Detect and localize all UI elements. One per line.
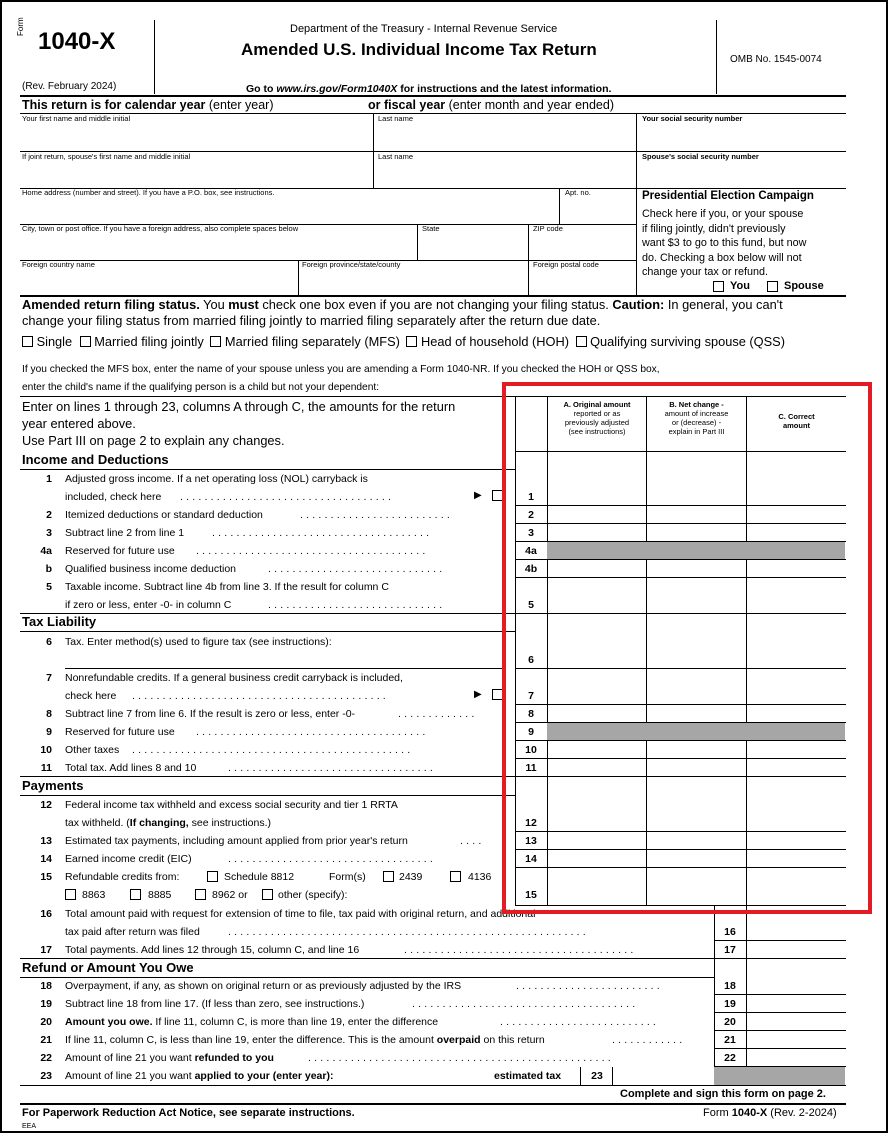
fiscal-year-label: or fiscal year <box>368 98 446 112</box>
schedule-8812-label: Schedule 8812 <box>224 871 295 883</box>
line-6-text: Tax. Enter method(s) used to figure tax (see instructions): <box>65 636 332 648</box>
column-a-sub-1: reported or as <box>573 409 621 418</box>
hoh-checkbox[interactable] <box>406 336 417 347</box>
line-22-pre: Amount of line 21 you want <box>65 1052 195 1064</box>
line-21-post: on this return <box>480 1034 545 1046</box>
line-23-number: 23 <box>40 1070 52 1082</box>
eea-mark: EEA <box>22 1123 37 1130</box>
column-b-sub-2: or (decrease) - <box>671 418 722 427</box>
mfj-checkbox[interactable] <box>80 336 91 347</box>
line-4a-box: 4a <box>525 545 537 557</box>
footer-form-id <box>703 1107 837 1119</box>
line-2-box: 2 <box>528 509 534 521</box>
line-22-box: 22 <box>724 1052 736 1064</box>
campaign-you-label: You <box>730 280 750 292</box>
estimated-tax-label: estimated tax <box>494 1070 562 1082</box>
line-3-number: 3 <box>46 527 52 539</box>
line-23-shaded <box>714 1067 845 1085</box>
line-21-box: 21 <box>724 1034 736 1046</box>
filing-status-options <box>22 334 785 349</box>
line-8-number: 8 <box>46 708 52 720</box>
line-13-number: 13 <box>40 835 52 847</box>
agency-name: Department of the Treasury - Internal Revenue Service <box>290 23 558 35</box>
form-8863-label: 8863 <box>82 889 106 901</box>
line-2-text: Itemized deductions or standard deduction <box>65 509 263 521</box>
line-12-pre: tax withheld. ( <box>65 817 130 829</box>
line-12-text: Federal income tax withheld and excess social security and tier 1 RRTA <box>65 799 398 811</box>
column-b-sub-1: amount of increase <box>664 409 729 418</box>
line-15-text: Refundable credits from: <box>65 871 180 883</box>
line-6-box: 6 <box>528 654 534 666</box>
form-8962-label: 8962 or <box>212 889 248 901</box>
calendar-year-hint: (enter year) <box>205 98 274 112</box>
line-8-box: 8 <box>528 708 534 720</box>
campaign-title: Presidential Election Campaign <box>642 190 814 202</box>
column-b-title: B. Net change - <box>669 400 724 409</box>
form-label: Form <box>16 17 25 36</box>
revision-date: (Rev. February 2024) <box>22 81 117 92</box>
foreign-postal-field[interactable]: Foreign postal code <box>533 260 599 269</box>
foreign-country-field[interactable]: Foreign country name <box>22 260 95 269</box>
filing-status-text <box>22 297 783 312</box>
line-13-box: 13 <box>525 835 537 847</box>
column-a-title: A. Original amount <box>563 400 631 409</box>
line-21-bold: overpaid <box>436 1034 481 1046</box>
line-4a-number: 4a <box>40 545 52 557</box>
line-12-number: 12 <box>40 799 52 811</box>
last-name-field[interactable]: Last name <box>378 114 414 123</box>
line-17-text: Total payments. Add lines 12 through 15, column C, and line 16 <box>65 944 360 956</box>
form-8885-label: 8885 <box>148 889 172 901</box>
line-11-number: 11 <box>40 762 52 774</box>
form-4136-label: 4136 <box>468 871 492 883</box>
goto-suffix: for instructions and the latest information. <box>397 83 612 95</box>
section-refund-owe: Refund or Amount You Owe <box>22 960 194 975</box>
single-label: Single <box>36 334 73 349</box>
line-22-number: 22 <box>40 1052 52 1064</box>
line-1-text: Adjusted gross income. If a net operating loss (NOL) carryback is <box>65 473 368 485</box>
line-9-number: 9 <box>46 726 52 738</box>
filing-status-rest: check one box even if you are not changing your filing status. <box>258 297 613 312</box>
filing-status-you: You <box>199 297 229 312</box>
line-23-text <box>65 1070 333 1083</box>
line-23-box: 23 <box>591 1070 603 1082</box>
campaign-text-1: Check here if you, or your spouse <box>642 208 804 220</box>
calendar-year-line[interactable] <box>22 98 274 113</box>
line-14-number: 14 <box>40 853 52 865</box>
line-12-bold: If changing, <box>129 817 189 829</box>
line-11-text: Total tax. Add lines 8 and 10 <box>65 762 197 774</box>
forms-label: Form(s) <box>329 871 366 883</box>
sign-page-2-note: Complete and sign this form on page 2. <box>620 1088 826 1100</box>
filing-status-caution: Caution: <box>612 297 665 312</box>
line-5-text-2: if zero or less, enter -0- in column C <box>65 599 232 611</box>
form-2439-label: 2439 <box>399 871 423 883</box>
mfs-checkbox[interactable] <box>210 336 221 347</box>
fiscal-year-line[interactable] <box>368 98 614 113</box>
line-10-number: 10 <box>40 744 52 756</box>
line-10-text: Other taxes <box>65 744 120 756</box>
filing-status-heading: Amended return filing status. <box>22 297 200 312</box>
line-15-number: 15 <box>40 871 52 883</box>
spouse-last-name-field[interactable]: Last name <box>378 152 414 161</box>
line-19-text: Subtract line 18 from line 17. (If less than zero, see instructions.) <box>65 998 365 1010</box>
line-15-box: 15 <box>525 889 537 901</box>
line-23-bold: applied to your (enter year): <box>194 1070 334 1082</box>
line-14-text: Earned income credit (EIC) <box>65 853 192 865</box>
line-4b-text: Qualified business income deduction <box>65 563 237 575</box>
line-12-post: see instructions.) <box>188 817 271 829</box>
filing-status-must: must <box>228 297 259 312</box>
line-16-box: 16 <box>724 926 736 938</box>
form-4136-checkbox[interactable] <box>450 871 461 882</box>
line-20-rest: If line 11, column C, is more than line 19, enter the difference <box>152 1016 439 1028</box>
line-12-text-2 <box>65 817 271 830</box>
line-19-number: 19 <box>40 998 52 1010</box>
line-22-bold: refunded to you <box>194 1052 274 1064</box>
campaign-spouse-checkbox[interactable] <box>767 281 778 292</box>
spouse-ssn-field[interactable]: Spouse's social security number <box>642 152 759 161</box>
campaign-text-3: want $3 to go to this fund, but now <box>642 237 807 249</box>
foreign-province-field[interactable]: Foreign province/state/county <box>302 260 401 269</box>
section-tax-liability: Tax Liability <box>22 614 97 629</box>
irs-url[interactable]: www.irs.gov/Form1040X <box>276 83 398 95</box>
line-1-box: 1 <box>528 491 534 503</box>
line-4b-number: b <box>45 563 52 575</box>
campaign-text-5: change your tax or refund. <box>642 266 769 278</box>
spouse-first-name-field[interactable]: If joint return, spouse's first name and middle initial <box>22 152 191 161</box>
form-number: 1040-X <box>38 28 116 55</box>
line-1-number: 1 <box>46 473 52 485</box>
line-21-text <box>65 1034 545 1047</box>
line-7-number: 7 <box>46 672 52 684</box>
campaign-you-checkbox[interactable] <box>713 281 724 292</box>
instructions-line-1: Enter on lines 1 through 23, columns A through C, the amounts for the return <box>22 399 456 414</box>
qss-label: Qualifying surviving spouse (QSS) <box>590 334 785 349</box>
footer-form-rev: (Rev. 2-2024) <box>767 1107 837 1119</box>
zip-field[interactable]: ZIP code <box>533 224 563 233</box>
footer-form-word: Form <box>703 1107 732 1119</box>
other-credit-label: other (specify): <box>278 889 348 901</box>
line-5-text: Taxable income. Subtract line 4b from line 3. If the result for column C <box>65 581 389 593</box>
line-11-box: 11 <box>525 762 537 774</box>
form-page: Form 1040-X (Rev. February 2024) Department of the Treasury - Internal Revenue Service Amended U.S. Individual Income Tax Return OMB No. 1545-0074 Go to www.irs.gov/Form1040X for instructions and the latest information. This return is for calendar year (enter year) or fiscal year (enter month and year ended) Your first name and middle initial Last name Your social security number If joint return, spouse's first name and middle initial Last name Spouse's social security number Home address (number and street). If you have a P.O. box, see instructions. Apt. no. City, town or post office. If you have a foreign address, also complete spaces below State ZIP code Foreign country name Foreign province/state/county Foreign postal code Presidential Election Campaign Check here if you, or your spouse if filing jointly, didn't previously want $3 to go to this fund, but now do. Checking a box below will not change your tax or refund. You Spouse Amended return filing status. You must check one box even if you are not changing your filing status. Caution: In general, you can't change your filing status from married filing jointly to married filing separately after the return due date. Single Married filing jointly Married filing separately (MFS) Head of household (HOH) Qualifying surviving spouse (QSS) If you checked the MFS box, enter the name of your spouse unless you are amending a Form 1040-NR. If you checked the HOH or QSS box, enter the child's name if the qualifying person is a child but not your dependent: Enter on lines 1 through 23, columns A through C, the amounts for the return year entered above. Use Part III on page 2 to explain any changes. A. Original amount reported or as previously adjusted (see instructions) B. Net change - amount of increase or (decrease) - explain in Part III C. Correct amount Income and Deductions 1 Adjusted gross income. If a net operating loss (NOL) carryback is included, check here ................................... ▶ 1 2 Itemized deductions or standard deduction ......................... 2 3 Subtract line 2 from line 1 .................................... 3 4a Reserved for future use ...................................... 4a b Qualified business income deduction ............................. 4b 5 Taxable income. Subtract line 4b from line 3. If the result for column C if zero or less, enter -0- in column C ............................. 5 Tax Liability 6 Tax. Enter method(s) used to figure tax (see instructions): 6 7 Nonrefundable credits. If a general business credit carryback is included, check here .......................................... ▶ 7 8 Subtract line 7 from line 6. If the result is zero or less, enter -0- ............. 8 9 Reserved for future use ...................................... 9 10 Other taxes .............................................. 10 11 Total tax. Add lines 8 and 10 .................................. 11 Payments 12 Federal income tax withheld and excess social security and tier 1 RRTA tax withheld. (If changing, see instructions.) 12 13 Estimated tax payments, including amount applied from prior year's return .... 13 14 Earned income credit (EIC) .................................. 14 15 Refundable credits from: Schedule 8812 Form(s) 2439 4136 8863 8885 8962 or other (specify): 15 16 Total amount paid with request for extension of time to file, tax paid with original return, and additional tax paid after return was filed ........................................................... 16 17 Total payments. Add lines 12 through 15, column C, and line 16 ...................................... 17 Refund or Amount You Owe 18 Overpayment, if any, as shown on original return or as previously adjusted by the IRS ........................ 18 19 Subtract line 18 from line 17. (If less than zero, see instructions.) ..................................... 19 20 Amount you owe. If line 11, column C, is more than line 19, enter the difference .......................... 20 21 If line 11, column C, is less than line 19, enter the difference. This is the amount overpaid on this return ............ 21 22 Amount of line 21 you want refunded to you .................................................. 22 23 Amount of line 21 you want applied to your (enter year): estimated tax 23 Complete and sign this form on page 2. For Paperwork Reduction Act Notice, see separate instructions. Form 1040-X (Rev. 2-2024) EEA <box>0 0 888 1133</box>
fiscal-year-hint: (enter month and year ended) <box>445 98 614 112</box>
line-7-box: 7 <box>528 690 534 702</box>
line-10-box: 10 <box>525 744 537 756</box>
line-20-bold: Amount you owe. <box>65 1016 153 1028</box>
line-5-number: 5 <box>46 581 52 593</box>
column-a-sub-2: previously adjusted <box>564 418 630 427</box>
campaign-text-2: if filing jointly, didn't previously <box>642 222 786 235</box>
first-name-field[interactable]: Your first name and middle initial <box>22 114 131 123</box>
campaign-text-4: do. Checking a box below will not <box>642 251 802 264</box>
line-1-text-2: included, check here <box>65 491 162 503</box>
line-9-box: 9 <box>528 726 534 738</box>
form-8863-checkbox[interactable] <box>65 889 76 900</box>
line-17-number: 17 <box>40 944 52 956</box>
column-c-title: C. Correct <box>778 412 815 421</box>
line-21-pre: If line 11, column C, is less than line 19, enter the difference. This is the amount <box>65 1034 437 1046</box>
line-19-box: 19 <box>724 998 736 1010</box>
hoh-label: Head of household (HOH) <box>421 334 569 349</box>
line-22-text <box>65 1052 274 1065</box>
line-18-box: 18 <box>724 980 736 992</box>
line-18-number: 18 <box>40 980 52 992</box>
line-3-text: Subtract line 2 from line 1 <box>65 527 185 539</box>
paperwork-notice: For Paperwork Reduction Act Notice, see separate instructions. <box>22 1107 355 1119</box>
column-b-sub-3: explain in Part III <box>668 427 725 436</box>
line-6-number: 6 <box>46 636 52 648</box>
campaign-spouse-label: Spouse <box>784 280 824 292</box>
form-8962-checkbox[interactable] <box>195 889 206 900</box>
city-field[interactable]: City, town or post office. If you have a foreign address, also complete spaces below <box>22 224 299 233</box>
filing-status-caution-text: In general, you can't <box>664 297 783 312</box>
qss-checkbox[interactable] <box>576 336 587 347</box>
ssn-field[interactable]: Your social security number <box>642 114 743 123</box>
other-credit-checkbox[interactable] <box>262 889 273 900</box>
line-4b-box: 4b <box>524 563 538 575</box>
line-2-number: 2 <box>46 509 52 521</box>
line-23-pre: Amount of line 21 you want <box>65 1070 195 1082</box>
mfs-hoh-note-2: enter the child's name if the qualifying person is a child but not your dependent: <box>22 382 380 393</box>
line-16-text-2: tax paid after return was filed <box>65 926 200 938</box>
instructions-link-text <box>246 83 611 95</box>
line-3-box: 3 <box>528 527 534 539</box>
single-checkbox[interactable] <box>22 336 33 347</box>
amount-columns-highlight <box>502 382 872 914</box>
tax-method-line[interactable] <box>65 668 505 669</box>
omb-number: OMB No. 1545-0074 <box>730 54 822 65</box>
line-7-text: Nonrefundable credits. If a general business credit carryback is included, <box>65 672 403 684</box>
line-12-box: 12 <box>525 817 537 829</box>
line-18-text: Overpayment, if any, as shown on original return or as previously adjusted by the IRS <box>65 980 462 992</box>
mfs-label: Married filing separately (MFS) <box>224 334 400 349</box>
home-address-field[interactable]: Home address (number and street). If you have a P.O. box, see instructions. <box>22 188 275 197</box>
footer-form-number: 1040-X <box>731 1107 768 1119</box>
arrow-icon: ▶ <box>474 689 482 700</box>
line-8-text: Subtract line 7 from line 6. If the result is zero or less, enter -0- <box>65 708 356 720</box>
arrow-icon: ▶ <box>474 490 482 501</box>
instructions-line-3: Use Part III on page 2 to explain any changes. <box>22 433 285 448</box>
line-7-text-2: check here <box>65 690 117 702</box>
line-9-text: Reserved for future use <box>65 726 175 738</box>
calendar-year-label: This return is for calendar year <box>22 98 206 112</box>
apt-field[interactable]: Apt. no. <box>565 188 591 197</box>
line-20-text <box>65 1016 438 1029</box>
line-17-box: 17 <box>724 944 736 956</box>
line-5-box: 5 <box>528 599 534 611</box>
line-20-number: 20 <box>40 1016 52 1028</box>
line-13-text: Estimated tax payments, including amount applied from prior year's return <box>65 835 408 847</box>
line-16-text: Total amount paid with request for extension of time to file, tax paid with original return, and additional <box>65 908 536 920</box>
state-field[interactable]: State <box>422 224 440 233</box>
column-c-sub: amount <box>782 421 811 430</box>
line-4a-text: Reserved for future use <box>65 545 175 557</box>
section-income-deductions: Income and Deductions <box>22 452 169 467</box>
form-8885-checkbox[interactable] <box>130 889 141 900</box>
section-payments: Payments <box>22 778 84 793</box>
mfj-label: Married filing jointly <box>94 334 204 349</box>
filing-status-text-2: change your filing status from married filing jointly to married filing separately after the return due date. <box>22 313 601 328</box>
form-title: Amended U.S. Individual Income Tax Return <box>241 40 597 59</box>
column-a-sub-3: (see instructions) <box>568 427 626 436</box>
goto-prefix: Go to <box>246 83 277 95</box>
instructions-line-2: year entered above. <box>22 416 136 431</box>
line-20-box: 20 <box>724 1016 736 1028</box>
line-21-number: 21 <box>40 1034 52 1046</box>
schedule-8812-checkbox[interactable] <box>207 871 218 882</box>
mfs-hoh-note-1: If you checked the MFS box, enter the name of your spouse unless you are amending a Form 1040-NR. If you checked the HOH or QSS box, <box>22 364 660 375</box>
line-16-number: 16 <box>40 908 52 920</box>
form-2439-checkbox[interactable] <box>383 871 394 882</box>
line-14-box: 14 <box>525 853 537 865</box>
